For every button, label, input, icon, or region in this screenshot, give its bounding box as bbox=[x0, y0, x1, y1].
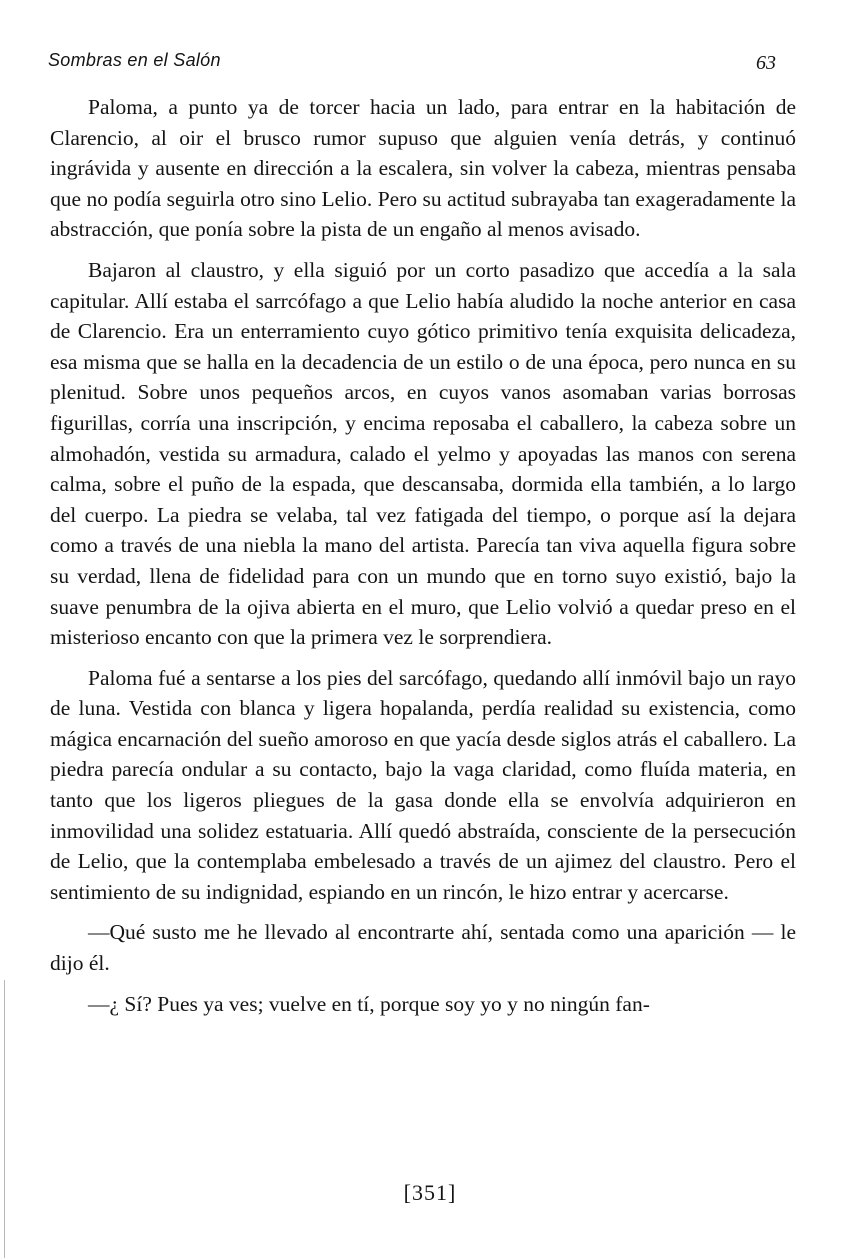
dialogue-line-2: —¿ Sí? Pues ya ves; vuelve en tí, porque soy yo y no ningún fan- bbox=[88, 991, 650, 1016]
page-number: 63 bbox=[756, 52, 776, 74]
dialogue-line-1: —Qué susto me he llevado al encontrarte ahí, sentada como una aparición — le dijo él. bbox=[50, 920, 796, 976]
body-text bbox=[50, 92, 796, 1029]
scan-edge-line bbox=[4, 980, 5, 1258]
folio-number: [351] bbox=[403, 1180, 457, 1205]
paragraph-2: Bajaron al claustro, y ella siguió por un corto pasadizo que accedía a la sala capitular. Allí estaba el sarrcófago a que Lelio había aludido la noche anterior en casa de Clarencio. Era un enterramiento cuyo gótico primitivo tenía exquisita delicadeza, esa misma que se halla en la decadencia de un estilo o de una época, pero nunca en su plenitud. Sobre unos pequeños arcos, en cuyos vanos asomaban varias borrosas figurillas, corría una inscripción, y encima reposaba el caballero, la cabeza sobre un almohadón, vestida su armadura, calado el yelmo y apoyadas las manos con serena calma, sobre el puño de la espada, que descansaba, dormida ella también, a lo largo del cuerpo. La piedra se velaba, tal vez fatigada del tiempo, o porque así la dejara como a través de una niebla la mano del artista. Parecía tan viva aquella figura sobre su verdad, llena de fidelidad para con un mundo que en torno suyo existió, bajo la suave penumbra de la ojiva abierta en el muro, que Lelio volvió a quedar preso en el misterioso encanto con que la primera vez le sorprendiera. bbox=[50, 257, 796, 650]
paragraph-1: Paloma, a punto ya de torcer hacia un lado, para entrar en la habitación de Clarencio, al oir el brusco rumor supuso que alguien venía detrás, y continuó ingrávida y ausente en dirección a la escalera, sin volver la cabeza, mientras pensaba que no podía seguirla otro sino Lelio. Pero su actitud subrayaba tan exageradamente la abstracción, que ponía sobre la pista de un engaño al menos avisado. bbox=[50, 95, 796, 242]
running-head-title: Sombras en el Salón bbox=[48, 50, 221, 70]
paragraph-3: Paloma fué a sentarse a los pies del sarcófago, quedando allí inmóvil bajo un rayo de luna. Vestida con blanca y ligera hopalanda, perdía realidad su existencia, como mágica encarnación del sueño amoroso en que yacía desde siglos atrás el caballero. La piedra parecía ondular a su contacto, bajo la vaga claridad, como fluída materia, en tanto que los ligeros pliegues de la gasa donde ella se envolvía adquirieron en inmovilidad una solidez estatuaria. Allí quedó abstraída, consciente de la persecución de Lelio, que la contemplaba embelesado a través de un ajimez del claustro. Pero el sentimiento de su indignidad, espiando en un rincón, le hizo entrar y acercarse. bbox=[50, 665, 796, 904]
